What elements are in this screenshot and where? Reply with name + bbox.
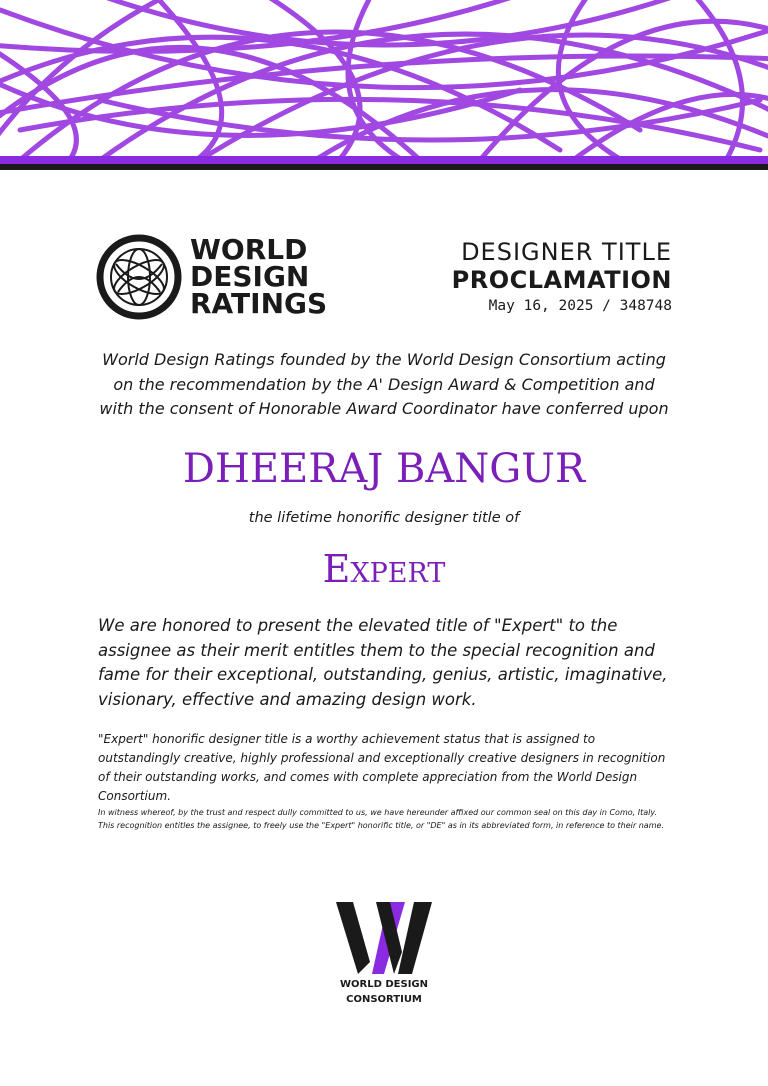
fine-print-paragraph: In witness whereof, by the trust and respect dully committed to us, we have hereunder affixed our common seal on this day in Como, Italy. This recognition entitles the assignee, to freely use the "Expert" honorific title, or "DE" as in its abbreviated form, in reference to their name. [98, 808, 664, 830]
world-design-consortium-logo [334, 900, 434, 1010]
consortium-line-2: CONSORTIUM [346, 994, 422, 1005]
logo-word-ratings: RATINGS [190, 287, 328, 320]
main-paragraph: We are honored to present the elevated title of "Expert" to the assignee as their merit entitles them to the special recognition and fame for their exceptional, outstanding, genius, artistic, imaginative, visionary, effective and amazing design work. [98, 616, 668, 709]
title-line-designer-title: DESIGNER TITLE [461, 238, 672, 266]
logo-word-design: DESIGN [190, 260, 310, 293]
consortium-line-1: WORLD DESIGN [339, 979, 429, 990]
proclamation-title-block [452, 238, 672, 316]
logo-word-world: WORLD [190, 233, 308, 266]
w-monogram-icon [336, 900, 432, 976]
secondary-paragraph: "Expert" honorific designer title is a worthy achievement status that is assigned to outstandingly creative, highly professional and exceptionally creative designers in recognition of their outstanding works, and comes with complete appreciation from the World Design Consortium. [98, 732, 666, 803]
intro-paragraph: World Design Ratings founded by the World Design Consortium acting on the recommendation by the A' Design Award & Competition and with the consent of Honorable Award Coordinator have conferred upon [99, 350, 669, 418]
world-design-ratings-logo [96, 233, 328, 322]
honorific-title: Expert [322, 547, 446, 591]
recipient-name: DHEERAJ BANGUR [182, 446, 586, 492]
date-and-reference: May 16, 2025 / 348748 [488, 298, 672, 314]
globe-orbit-icon [96, 234, 182, 320]
title-line-proclamation: PROCLAMATION [451, 266, 672, 294]
lifetime-title-line: the lifetime honorific designer title of [248, 510, 520, 526]
banner-arcs [0, 0, 768, 170]
decorative-arcs-banner [0, 0, 768, 170]
